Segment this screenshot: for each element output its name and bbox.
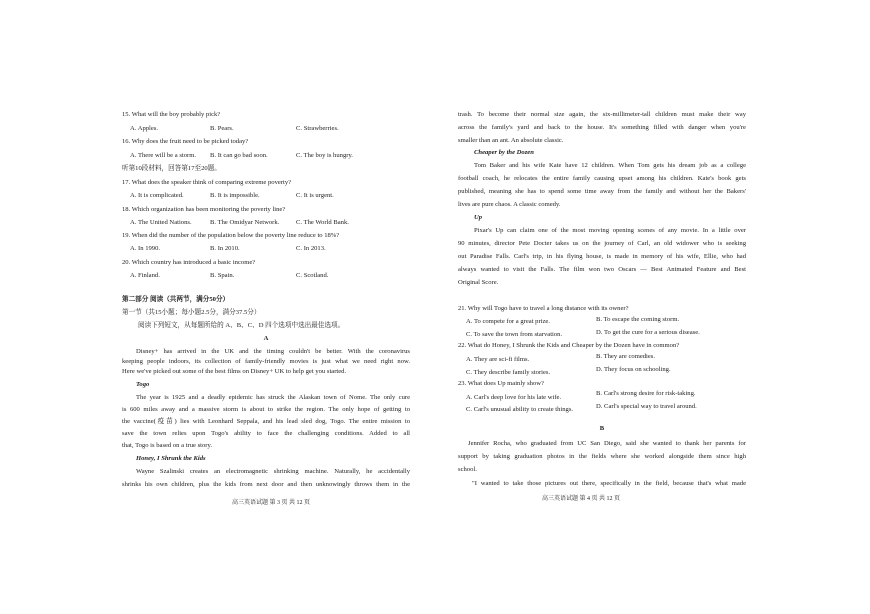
paragraph-line: that, Togo is based on a true story. [122, 442, 213, 449]
question-18: 18. Which organization has been monitoring the poverty line? [122, 206, 286, 213]
option: C. The World Bank. [296, 219, 349, 226]
option: A. To compete for a great prize. [466, 318, 550, 325]
passage-label: A [263, 335, 269, 342]
paragraph-line: published, meaning she has to spend some time away from the family and without her the Bakers' [458, 188, 746, 195]
paragraph-line: across the family's yard and back to the house. It's something filled with danger when you're [458, 124, 746, 131]
question-17: 17. What does the speaker think of comparing extreme poverty? [122, 179, 292, 186]
paragraph-line: shrinks his own children, plus the kids from next door and then unknowingly throws them in the [122, 481, 410, 488]
option: B. In 2010. [210, 245, 240, 252]
option: B. It can go bad soon. [210, 152, 268, 159]
question-16: 16. Why does the fruit need to be picked today? [122, 138, 249, 145]
option: C. They describe family stories. [466, 369, 551, 376]
paragraph-line: support by taking graduation photos in the fields where she worked alongside them since high [458, 453, 746, 460]
paragraph-line: The year is 1925 and a deadly epidemic has struck the Alaskan town of Nome. The only cure [136, 394, 410, 401]
option: C. Scotland. [296, 272, 329, 279]
paragraph-line: "I wanted to take those pictures out there, specifically in the field, because that's what made [472, 480, 746, 487]
film-title-up: Up [474, 214, 483, 221]
option: B. The Omidyar Network. [210, 219, 280, 226]
option: C. Strawberries. [296, 125, 339, 132]
paragraph-line: the vaccine(疫苗) lies with Leonhard Seppala, and his lead sled dog, Togo. The entire mission to [122, 418, 410, 425]
option: A. It is complicated. [130, 192, 184, 199]
question-15: 15. What will the boy probably pick? [122, 111, 221, 118]
paragraph-line: Pixar's Up can claim one of the most moving opening scenes of any movie. In a little over [474, 227, 746, 234]
paragraph-line: trash. To become their normal size again, the six-millimeter-tall children must make their way [458, 111, 746, 118]
paragraph-line: save the town relies upon Togo's ability to face the challenging conditions. Added to all [122, 430, 410, 437]
option: A. Apples. [130, 125, 159, 132]
paragraph-line: smaller than an ant. An absolute classic. [458, 137, 564, 144]
option: B. To escape the coming storm. [596, 316, 680, 323]
paragraph-line: Jennifer Rocha, who graduated from UC San Diego, said she wanted to thank her parents for [468, 440, 746, 447]
option: B. Pears. [210, 125, 234, 132]
paragraph-line: Here we've picked out some of the best films on Disney+ UK to help get you started. [122, 368, 347, 375]
passage-label: B [599, 425, 605, 432]
option: B. Spain. [210, 272, 235, 279]
film-title-honey: Honey, I Shrunk the Kids [136, 455, 206, 462]
question-21: 21. Why will Togo have to travel a long distance with its owner? [458, 305, 629, 312]
option: A. In 1990. [130, 245, 161, 252]
section-1-heading: 第一节（共15小题；每小题2.5分，满分37.5分） [122, 309, 261, 316]
option: D. They focus on schooling. [596, 366, 671, 373]
paragraph-line: out Paradise Falls. Carl's trip, in his flying house, is made in memory of his wife, Ellie, who had [458, 253, 746, 260]
question-22: 22. What do Honey, I Shrunk the Kids and Cheaper by the Dozen have in common? [458, 342, 680, 349]
paragraph-line: football coach, he relocates the entire family causing upset among his children. Kate's book gets [458, 175, 746, 182]
paragraph-line: Original Score. [458, 279, 499, 286]
paragraph-line: Disney+ has arrived in the UK and the timing couldn't be better. With the coronavirus [136, 348, 410, 355]
paragraph-line: keeping people indoors, its collection of family-friendly movies is just what we need right now. [122, 358, 410, 365]
option: C. Carl's unusual ability to create things. [466, 406, 574, 413]
page-footer: 高三英语试题 第 4 页 共 12 页 [542, 496, 621, 502]
paragraph-line: 90 minutes, director Pete Docter takes us on the journey of Carl, an old widower who is seeking [458, 240, 746, 247]
paragraph-line: school. [458, 466, 477, 473]
paragraph-line: always wanted to visit the Falls. The film won two Oscars — Best Animated Feature and Best [458, 266, 746, 273]
option: A. The United Nations. [130, 219, 192, 226]
paragraph-line: Wayne Szalinski creates an electromagnetic shrinking machine. Naturally, he accidentally [136, 468, 410, 475]
option: B. Carl's strong desire for risk-taking. [596, 390, 696, 397]
question-20: 20. Which country has introduced a basic income? [122, 259, 256, 266]
option: B. They are comedies. [596, 353, 656, 360]
paragraph-line: lives are pure chaos. A classic comedy. [458, 201, 561, 208]
question-19: 19. When did the number of the population below the poverty line reduce to 18%? [122, 232, 340, 239]
section-10-heading: 听第10段材料，回答第17至20题。 [122, 165, 221, 172]
film-title-togo: Togo [136, 381, 150, 388]
option: A. Carl's deep love for his late wife. [466, 394, 562, 401]
paragraph-line: is 600 miles away and a massive storm is about to strike the region. The only hope of getting to [122, 406, 410, 413]
option: C. It is urgent. [296, 192, 334, 199]
option: D. Carl's special way to travel around. [596, 403, 697, 410]
question-23: 23. What does Up mainly show? [458, 380, 544, 387]
option: C. The boy is hungry. [296, 152, 353, 159]
instruction: 阅读下列短文，从每题所给的 A、B、C、D 四个选项中选出最佳选项。 [138, 322, 345, 329]
option: D. To get the cure for a serious disease. [596, 329, 700, 336]
option: A. They are sci-fi films. [466, 356, 530, 363]
option: B. It is impossible. [210, 192, 260, 199]
paragraph-line: Tom Baker and his wife Kate have 12 children. When Tom gets his dream job as a college [474, 162, 746, 169]
option: A. Finland. [130, 272, 160, 279]
film-title-cheaper: Cheaper by the Dozen [474, 149, 534, 156]
part-2-heading: 第二部分 阅读（共两节，满分50分） [122, 296, 230, 303]
page-footer: 高三英语试题 第 3 页 共 12 页 [232, 500, 311, 506]
option: C. In 2013. [296, 245, 326, 252]
option: C. To save the town from starvation. [466, 331, 563, 338]
option: A. There will be a storm. [130, 152, 196, 159]
